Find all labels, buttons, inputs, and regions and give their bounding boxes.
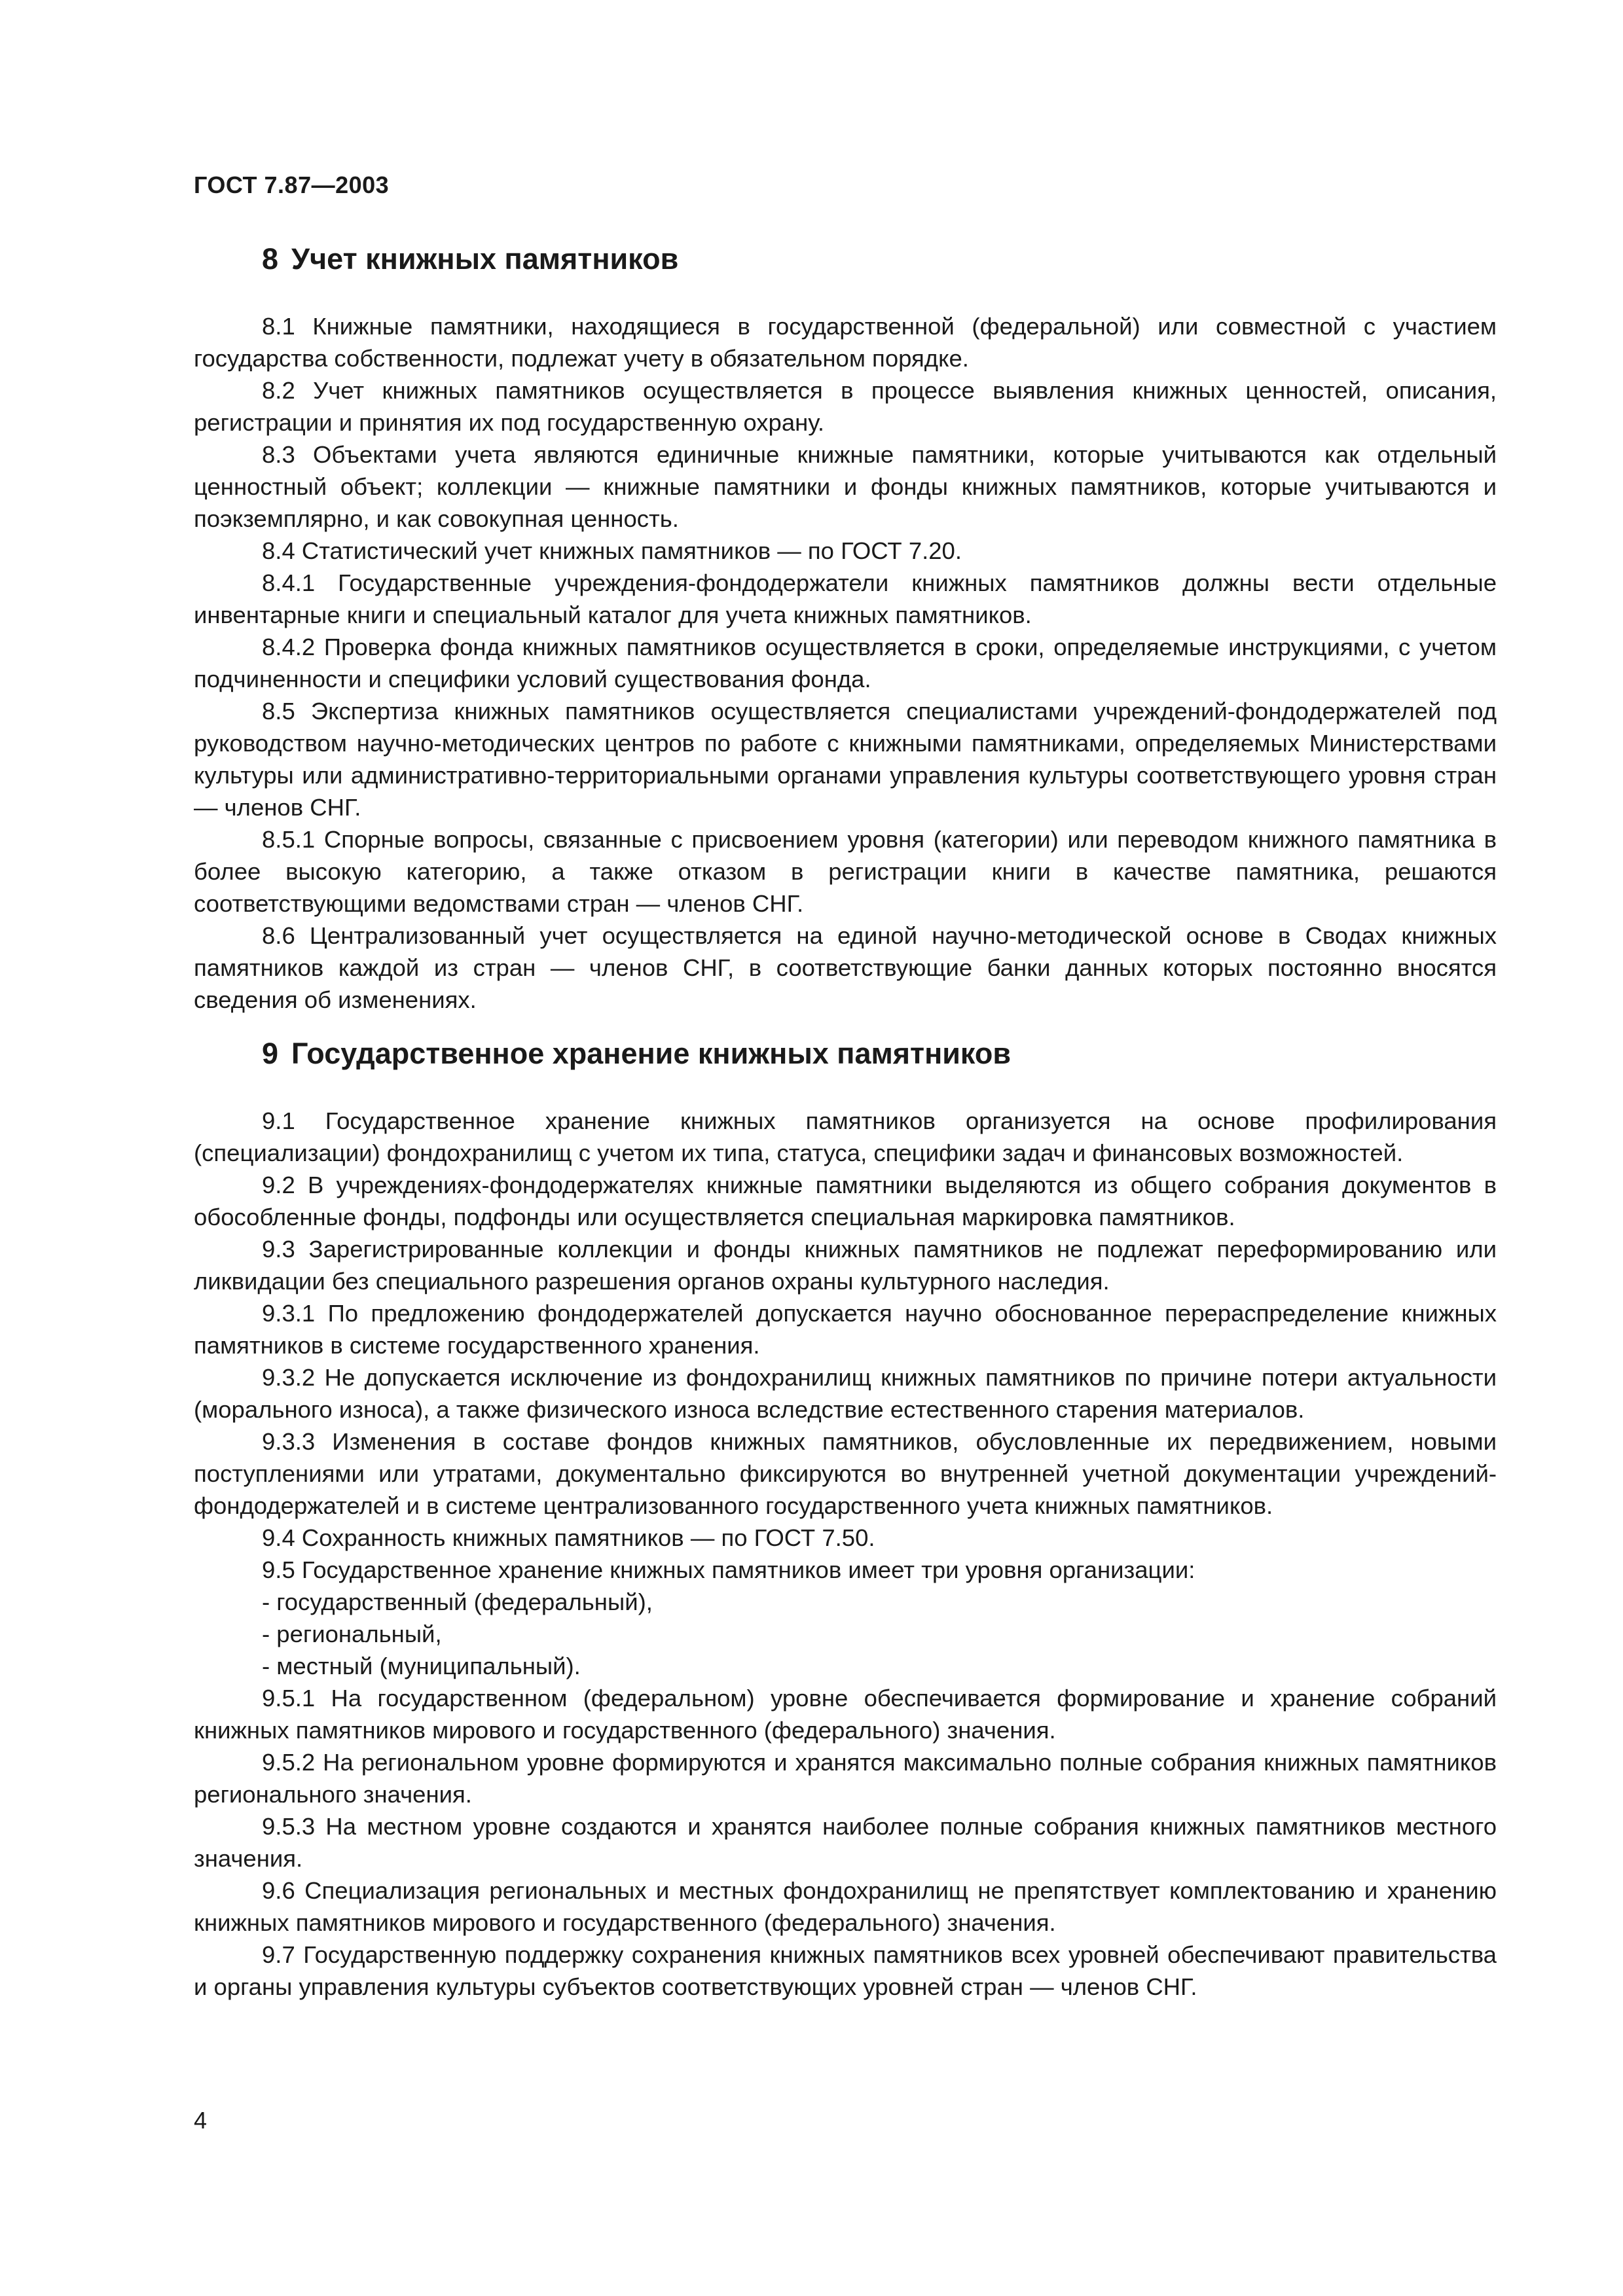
section-8-title — [194, 241, 1497, 278]
paragraph: 8.4 Статистический учет книжных памятников — по ГОСТ 7.20. — [262, 537, 962, 564]
section-9-body-after — [194, 1682, 1497, 2003]
paragraph: 9.2 В учреждениях-фондодержателях книжные памятники выделяются из общего собрания документов в обособленные фонды, подфонды или осуществляется специальная маркировка памятников. — [194, 1172, 1497, 1230]
paragraph: 9.7 Государственную поддержку сохранения книжных памятников всех уровней обеспечивают правительства и органы управления культуры субъектов соответствующих уровней стран — членов СНГ. — [194, 1941, 1497, 2000]
paragraph: 8.6 Централизованный учет осуществляется на единой научно-методической основе в Сводах книжных памятников каждой из стран — членов СНГ, в соответствующие банки данных которых постоянно вносятся сведения об изменениях. — [194, 922, 1497, 1013]
paragraph: 9.1 Государственное хранение книжных памятников организуется на основе профилирования (специализации) фондохранилищ с учетом их типа, статуса, специфики задач и финансовых возможностей. — [194, 1107, 1497, 1166]
section-8-number: 8 — [262, 242, 279, 276]
paragraph: 9.3 Зарегистрированные коллекции и фонды книжных памятников не подлежат переформированию или ликвидации без специального разрешения органов охраны культурного наследия. — [194, 1236, 1497, 1295]
paragraph: 9.5 Государственное хранение книжных памятников имеет три уровня организации: — [262, 1556, 1195, 1583]
paragraph: 9.5.2 На региональном уровне формируются и хранятся максимально полные собрания книжных памятников регионального значения. — [194, 1749, 1497, 1808]
section-9-title — [194, 1035, 1497, 1072]
section-8-body — [194, 310, 1497, 1016]
list-item: - государственный (федеральный), — [262, 1588, 653, 1615]
section-8 — [194, 241, 1497, 1016]
paragraph: 8.5 Экспертиза книжных памятников осуществляется специалистами учреждений-фондодержателей под руководством научно-методических центров по работе с книжными памятниками, определяемых Министерствами культуры или административно-территориальными органами управления культуры соответствующего уровня стран — членов СНГ. — [194, 698, 1497, 821]
page-number: 4 — [194, 2107, 208, 2134]
section-9-title-text: Государственное хранение книжных памятников — [291, 1037, 1011, 1070]
paragraph: 9.5.3 На местном уровне создаются и хранятся наиболее полные собрания книжных памятников местного значения. — [194, 1813, 1497, 1872]
list-item: - региональный, — [262, 1621, 442, 1647]
paragraph: 8.3 Объектами учета являются единичные книжные памятники, которые учитываются как отдельный ценностный объект; коллекции — книжные памятники и фонды книжных памятников, которые учитываются и поэкземплярно, и как совокупная ценность. — [194, 441, 1497, 532]
section-9 — [194, 1035, 1497, 2003]
section-9-number: 9 — [262, 1037, 279, 1070]
section-8-title-text: Учет книжных памятников — [291, 242, 679, 276]
paragraph: 8.4.2 Проверка фонда книжных памятников осуществляется в сроки, определяемые инструкциями, с учетом подчиненности и специфики условий существования фонда. — [194, 634, 1497, 692]
document-header: ГОСТ 7.87—2003 — [194, 171, 390, 198]
paragraph: 9.4 Сохранность книжных памятников — по ГОСТ 7.50. — [262, 1524, 875, 1551]
paragraph: 9.3.3 Изменения в составе фондов книжных памятников, обусловленные их передвижением, новыми поступлениями или утратами, документально фиксируются во внутренней учетной документации учреждений-фондодержателей и в системе централизованного государственного учета книжных памятников. — [194, 1428, 1497, 1519]
paragraph: 9.6 Специализация региональных и местных фондохранилищ не препятствует комплектованию и хранению книжных памятников мирового и государственного (федерального) значения. — [194, 1877, 1497, 1936]
paragraph: 8.5.1 Спорные вопросы, связанные с присвоением уровня (категории) или переводом книжного памятника в более высокую категорию, а также отказом в регистрации книги в качестве памятника, решаются соответствующими ведомствами стран — членов СНГ. — [194, 826, 1497, 917]
paragraph: 9.3.1 По предложению фондодержателей допускается научно обоснованное перераспределение книжных памятников в системе государственного хранения. — [194, 1300, 1497, 1359]
section-9-body — [194, 1105, 1497, 1586]
paragraph: 8.2 Учет книжных памятников осуществляется в процессе выявления книжных ценностей, описания, регистрации и принятия их под государственную охрану. — [194, 377, 1497, 436]
paragraph: 8.4.1 Государственные учреждения-фондодержатели книжных памятников должны вести отдельные инвентарные книги и специальный каталог для учета книжных памятников. — [194, 569, 1497, 628]
paragraph: 8.1 Книжные памятники, находящиеся в государственной (федеральной) или совместной с участием государства собственности, подлежат учету в обязательном порядке. — [194, 313, 1497, 372]
paragraph: 9.5.1 На государственном (федеральном) уровне обеспечивается формирование и хранение собраний книжных памятников мирового и государственного (федерального) значения. — [194, 1685, 1497, 1744]
list-item: - местный (муниципальный). — [262, 1653, 581, 1679]
section-9-levels-list — [194, 1586, 1497, 1682]
paragraph: 9.3.2 Не допускается исключение из фондохранилищ книжных памятников по причине потери актуальности (морального износа), а также физического износа вследствие естественного старения материалов. — [194, 1364, 1497, 1423]
